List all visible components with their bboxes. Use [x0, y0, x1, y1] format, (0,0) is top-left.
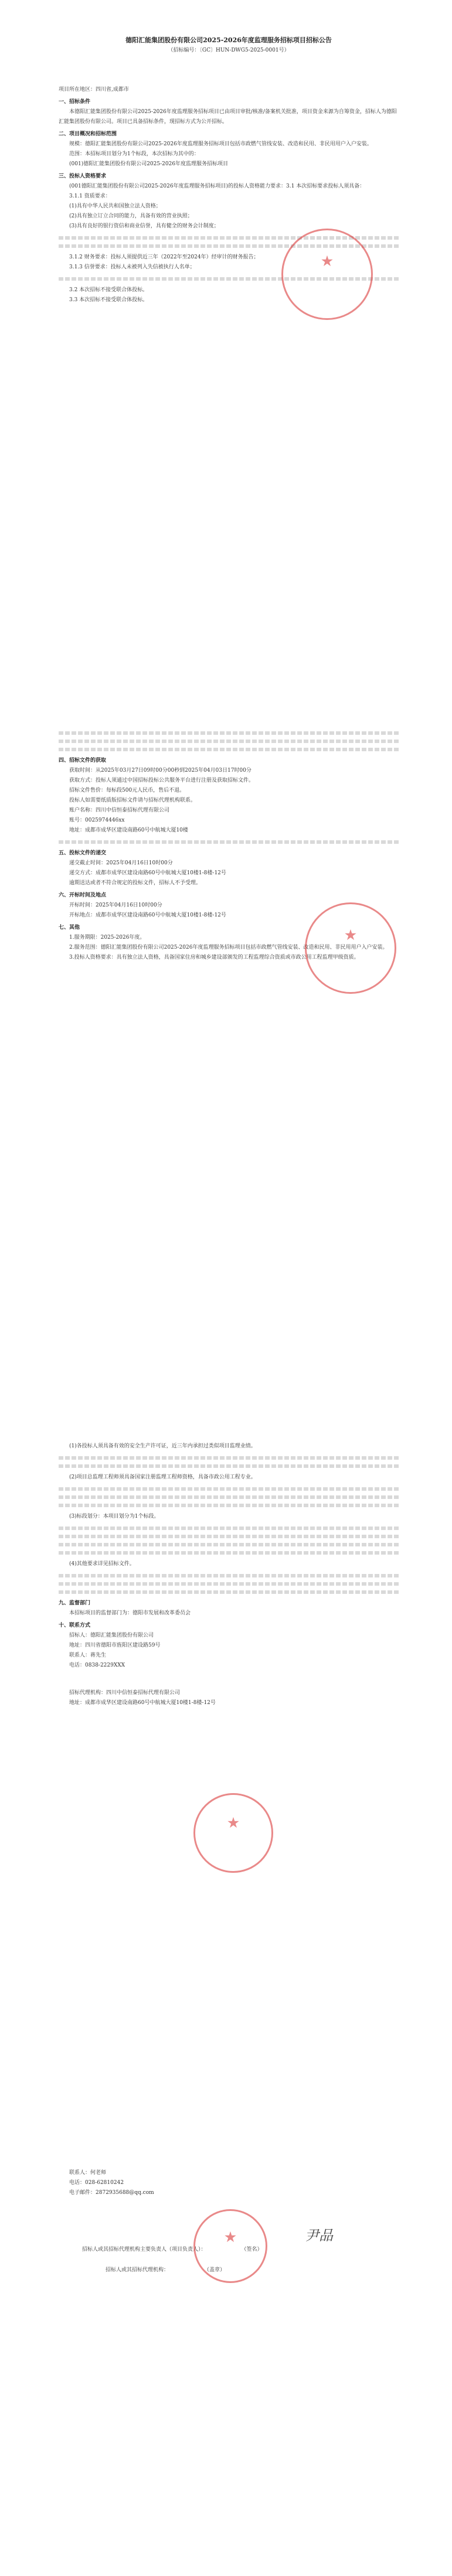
paragraph: 1.服务期限：2025-2026年度。	[69, 935, 145, 941]
contact-label: 电子邮件：	[69, 2190, 96, 2196]
seal-tail: （盖章）	[204, 2267, 226, 2273]
tenderer-address: 四川省德阳市旌阳区建设路59号	[85, 1643, 161, 1648]
signature-label: 招标人或其招标代理机构主要负责人（项目负责人）：	[82, 2247, 206, 2253]
text-line	[59, 1535, 399, 1538]
section-heading: 九、监督部门	[59, 1600, 91, 1606]
text-line	[59, 1504, 399, 1507]
text-line	[59, 1456, 399, 1460]
contact-label: 电话：	[69, 1662, 86, 1668]
company-seal: ★	[193, 1793, 273, 1873]
text-line	[59, 1590, 399, 1594]
text-line	[59, 1574, 399, 1577]
contact-label: 联系人：	[69, 1652, 91, 1658]
company-seal: ★	[305, 902, 396, 994]
paragraph: 本德阳汇能集团股份有限公司2025-2026年度监理服务招标项目已由项目审批/核准/备案机关批准，项目资金来源为自筹资金，招标人为德阳汇能集团股份有限公司。项目已具备招标条件，现招标方式为公开招标。	[59, 109, 397, 125]
contact-line	[59, 1688, 399, 1698]
contact-line	[59, 2188, 399, 2198]
paragraph: (2)具有独立订立合同的能力，具备有效的营业执照；	[69, 213, 193, 219]
paragraph: 逾期送达或者不符合规定的投标文件，招标人不予受理。	[69, 880, 202, 886]
text-line	[59, 1495, 399, 1499]
paragraph: 地址：成都市成华区建设南路60号中航城大厦10楼	[69, 827, 188, 833]
agency-phone: 028-62810242	[85, 2180, 124, 2186]
paragraph: 本招标项目的监督部门为：德阳市发展和改革委员会	[69, 1610, 191, 1616]
paragraph: 3.投标人资格要求：具有独立法人资格，具备国家住房和城乡建设部颁发的工程监理综合资质或市政公用工程监理甲级资质。	[69, 955, 359, 960]
paragraph: (1)各投标人须具备有效的安全生产许可证，近三年内承担过类似项目监理业绩。	[69, 1443, 256, 1449]
tenderer-phone: 0838-2229XXX	[85, 1662, 125, 1668]
agency-name: 四川中信恒泰招标代理有限公司	[106, 1690, 181, 1696]
paragraph: 3.1.1 资质要求：	[69, 193, 111, 199]
signature-tail: （签名）	[241, 2247, 263, 2253]
tenderer-name: 德阳汇能集团股份有限公司	[90, 1633, 154, 1638]
section-heading: 五、投标文件的递交	[59, 850, 107, 856]
section-heading: 六、开标时间及地点	[59, 892, 107, 898]
contact-line	[59, 1698, 399, 1708]
contact-label: 联系人：	[69, 2170, 91, 2176]
company-seal: ★	[281, 229, 373, 320]
text-line	[59, 1526, 399, 1530]
paragraph: 获取时间：从2025年03月27日09时00分00秒到2025年04月03日17时00分	[69, 768, 252, 774]
paragraph: 3.1.2 财务要求：投标人须提供近三年（2022年至2024年）经审计的财务报告；	[69, 254, 259, 260]
paragraph: 范围：本招标项目划分为1个标段，本次招标为其中的：	[69, 151, 199, 157]
paragraph: (4)其他要求详见招标文件。	[69, 1561, 135, 1567]
contact-label: 地址：	[69, 1700, 86, 1706]
paragraph: 3.2 本次招标不接受联合体投标。	[69, 287, 148, 293]
agency-email: 2872935688@qq.com	[96, 2190, 154, 2196]
handwritten-signature: 尹品	[305, 2227, 333, 2244]
contact-label: 招标代理机构：	[69, 1690, 107, 1696]
paragraph: 3.3 本次招标不接受联合体投标。	[69, 297, 148, 303]
paragraph: 开标地点：成都市成华区建设南路60号中航城大厦10楼1-8楼-12号	[69, 912, 226, 918]
contact-line	[59, 2168, 399, 2178]
section-heading: 三、投标人资格要求	[59, 173, 107, 179]
paragraph: 递交截止时间：2025年04月16日10时00分	[69, 860, 173, 866]
paragraph: 3.1.3 信誉要求：投标人未被列入失信被执行人名单；	[69, 264, 195, 270]
text-line	[59, 840, 399, 844]
contact-label: 电话：	[69, 2180, 86, 2186]
contact-label: 招标人：	[69, 1633, 91, 1638]
paragraph: (3)具有良好的银行资信和商业信誉，具有健全的财务会计制度；	[69, 223, 219, 229]
text-line	[59, 1487, 399, 1491]
agency-contact: 何老师	[90, 2170, 107, 2176]
section-heading: 二、项目概况和招标范围	[59, 131, 117, 137]
contact-line	[59, 2178, 399, 2188]
paragraph: 账号：0025974446xx	[69, 817, 125, 823]
paragraph: (2)项目总监理工程师须具备国家注册监理工程师资格，具备市政公用工程专业。	[69, 1474, 256, 1480]
contact-line	[59, 1641, 399, 1651]
paragraph: 获取方式：投标人须通过中国招标投标公共服务平台进行注册及获取招标文件。	[69, 778, 254, 783]
paragraph: 2.服务范围：德阳汇能集团股份有限公司2025-2026年度监理服务招标项目包括市政燃气管线安装、改造和民用、非民用用户入户安装。	[69, 945, 388, 950]
seal-label: 招标人或其招标代理机构：	[106, 2267, 169, 2273]
document-page-3	[59, 1442, 399, 1708]
paragraph: (1)具有中华人民共和国独立法人资格；	[69, 203, 161, 209]
paragraph: 账户名称：四川中信恒泰招标代理有限公司	[69, 807, 170, 813]
section-heading: 十、联系方式	[59, 1623, 91, 1628]
paragraph: (001)德阳汇能集团股份有限公司2025-2026年度监理服务招标项目	[69, 161, 229, 167]
text-line	[59, 740, 399, 743]
section-heading: 七、其他	[59, 925, 80, 931]
paragraph: 开标时间：2025年04月16日10时00分	[69, 902, 162, 908]
text-line	[59, 1551, 399, 1555]
contact-line	[59, 1661, 399, 1671]
paragraph: 规模：德阳汇能集团股份有限公司2025-2026年度监理服务招标项目包括市政燃气管线安装、改造和民用、非民用用户入户安装。	[69, 141, 372, 147]
tender-code: （招标编号：〔GC〕HUN-DWG5-2025-0001号）	[168, 47, 290, 53]
text-line	[59, 1543, 399, 1546]
paragraph: 投标人如需要纸质版招标文件请与招标代理机构联系。	[69, 798, 196, 803]
contact-line	[59, 1631, 399, 1641]
text-line	[59, 1582, 399, 1586]
contact-line	[59, 1651, 399, 1661]
paragraph: (001德阳汇能集团股份有限公司2025-2026年度监理服务招标项目)的投标人资格能力要求：3.1 本次招标要求投标人须具备：	[69, 183, 365, 189]
document-title: 德阳汇能集团股份有限公司2025-2026年度监理服务招标项目招标公告	[125, 36, 332, 44]
text-line	[59, 1464, 399, 1468]
text-line	[59, 748, 399, 751]
agency-address: 成都市成华区建设南路60号中航城大厦10楼1-8楼-12号	[85, 1700, 216, 1706]
paragraph: 递交方式：成都市成华区建设南路60号中航城大厦10楼1-8楼-12号	[69, 870, 226, 876]
contact-label: 地址：	[69, 1643, 86, 1648]
paragraph: (3)标段划分：本项目划分为1个标段。	[69, 1514, 159, 1519]
section-heading: 一、招标条件	[59, 99, 91, 105]
company-seal: ★	[193, 2209, 267, 2283]
section-heading: 四、招标文件的获取	[59, 758, 107, 764]
project-location: 项目所在地区：四川省,成都市	[59, 87, 129, 93]
tenderer-contact: 蒋先生	[90, 1652, 107, 1658]
paragraph: 招标文件售价：每标段500元人民币，售后不退。	[69, 788, 185, 793]
text-line	[59, 731, 399, 735]
